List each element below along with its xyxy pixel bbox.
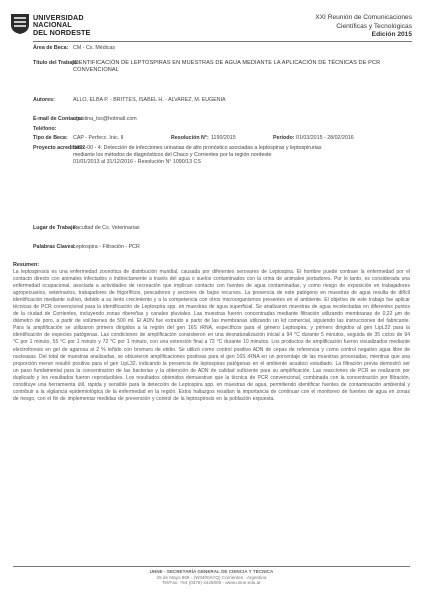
- conference-heading: [315, 14, 412, 40]
- footer-line-3: Tel/Fax: +54 (0379) 4425006 - www.unne.edu.ar: [162, 580, 261, 586]
- conference-subtitle: Científicas y Tecnológicas: [336, 22, 412, 30]
- title-label: Título del Trabajo:: [33, 60, 79, 66]
- conference-edition: Edición 2015: [371, 31, 412, 39]
- phone-label: Teléfono:: [33, 126, 57, 132]
- project-line-1: SII22-00 - 4: Detección de infecciones urinarias de alto pronóstico asociadas a leptospiras y leptospirurias: [73, 145, 322, 151]
- work-title: IDENTIFICACIÓN DE LEPTOSPIRAS EN MUESTRAS DE AGUA MEDIANTE LA APLICACIÓN DE TÉCNICAS DE PCR CONVENCIONAL: [73, 60, 381, 74]
- footer: [0, 569, 423, 586]
- project-label: Proyecto acreditado:: [33, 145, 86, 151]
- footer-line-2: 25 de Mayo 868 - (W3400AYQ) Corrientes - Argentina: [156, 574, 267, 580]
- footer-line-1: UNNE - SECRETARÍA GENERAL DE CIENCIA Y TÉCNICA: [149, 569, 274, 574]
- project-line-3: 01/01/2013 al 31/12/2016 - Resolución N° 1090/13 CS: [73, 159, 201, 165]
- workplace-label: Lugar de Trabajo:: [33, 225, 78, 231]
- keywords-value: Leptospira - Filtración - PCR: [73, 244, 140, 250]
- period-value: 01/03/2015 - 28/02/2016: [296, 135, 354, 141]
- email-label: E-mail de Contacto:: [33, 116, 83, 122]
- authors-label: Autores:: [33, 97, 55, 103]
- project-line-2: mediante los métodos de diagnósticos del Chaco y Corrientes por la región nordeste: [73, 152, 272, 158]
- university-line-3: DEL NORDESTE: [33, 27, 91, 37]
- keywords-label: Palabras Claves:: [33, 244, 76, 250]
- beca-type-label: Tipo de Beca:: [33, 135, 68, 141]
- resolution-label: Resolución N°:: [171, 135, 209, 141]
- conference-title: XXI Reunión de Comunicaciones: [315, 14, 412, 21]
- university-line-1: UNIVERSIDAD: [33, 13, 84, 22]
- email-value: agustina_tss@hotmail.com: [73, 116, 137, 122]
- beca-type-value: CAP - Perfecc. Inic. II: [73, 135, 124, 141]
- workplace-value: Facultad de Cs. Veterinarias: [73, 225, 140, 231]
- footer-divider: [13, 566, 410, 567]
- authors-value: ALLO, ELBA P. - BRITTES, ISABEL H. - ALVAREZ, M. EUGENIA: [73, 97, 226, 103]
- header-divider: [33, 41, 412, 42]
- university-logo: [10, 13, 30, 35]
- resolution-value: 1190/2015: [211, 135, 236, 141]
- university-line-2: NACIONAL: [33, 20, 72, 30]
- abstract-body: La leptospirosis es una enfermedad zoonótica de distribución mundial, causada por diferentes serovares de Leptospira. El hombre puede contraer la enfermedad por el contacto directo con animales infectados o indirectamente a través del agua o suelos contaminados con la orina de animales portadores. Por lo tanto, es considerada una enfermedad ocupacional, asociada a actividades de recreación que implican contacto con fuentes de agua contaminadas, y como riesgo de exposición en trabajadores agropecuarios, veterinarios, trabajadores de frigoríficos, pescadores y sectores de bajos recursos. La presencia de este patógeno en muestras de agua resulta de difícil identificación mediante cultivo, debido a su lento crecimiento y a la competencia con otros microorganismos presentes en el ambiente. El objetivo de este trabajo fue aplicar técnicas de PCR convencional para la identificación de Leptospira spp. en muestras de agua superficial. Se analizaron muestras de agua recolectadas en diferentes puntos de la ciudad de Corrientes, incluyendo zonas ribereñas y canales pluviales. Las muestras fueron concentradas mediante filtración utilizando membranas de 0,22 µm de diámetro de poro, a partir de volúmenes de 500 ml. El ADN fue extraído a partir de las membranas utilizando un kit comercial, siguiendo las instrucciones del fabricante. Para la amplificación se utilizaron primers dirigidos a la región del gen 16S rRNA, específicos para el género Leptospira, y primers dirigidos al gen LipL32 para la identificación de especies patógenas. Las condiciones de amplificación consistieron en una desnaturalización inicial a 94 °C durante 5 minutos, seguida de 35 ciclos de 94 °C por 1 minuto, 55 °C por 1 minuto y 72 °C por 1 minuto, con una extensión final a 72 °C durante 10 minutos. Los productos de amplificación fueron visualizados mediante electroforesis en gel de agarosa al 2 % teñido con bromuro de etidio. Se utilizó como control positivo ADN de cepas de referencia y como control negativo agua libre de nucleasas. Del total de muestras analizadas, se obtuvieron amplificaciones positivas para el gen 16S rRNA en un porcentaje de las muestras procesadas, mientras que una proporción menor resultó positiva para el gen LipL32, indicando la presencia de leptospiras patógenas en el ambiente acuático estudiado. La filtración previa demostró ser un paso fundamental para la concentración de las bacterias y la obtención de ADN de calidad suficiente para su amplificación. Las reacciones de PCR se realizaron por duplicado y los resultados fueron reproducibles. Los resultados obtenidos demuestran que la técnica de PCR convencional, combinada con la concentración por filtración, constituye una herramienta útil, rápida y sensible para la detección de Leptospira spp. en muestras de agua, permitiendo identificar fuentes de contaminación ambiental y contribuir a la vigilancia epidemiológica de la enfermedad en la región. Estos hallazgos resaltan la importancia de continuar con el monitoreo de fuentes de agua en zonas de riesgo, con el fin de implementar medidas de prevención y control de la leptospirosis en la población expuesta.: [13, 269, 410, 402]
- area-value: CM - Cs. Médicas: [73, 45, 116, 51]
- area-label: Área de Beca:: [33, 45, 69, 51]
- period-label: Período:: [273, 135, 295, 141]
- university-name: [33, 14, 90, 36]
- abstract-heading: Resumen:: [13, 262, 40, 268]
